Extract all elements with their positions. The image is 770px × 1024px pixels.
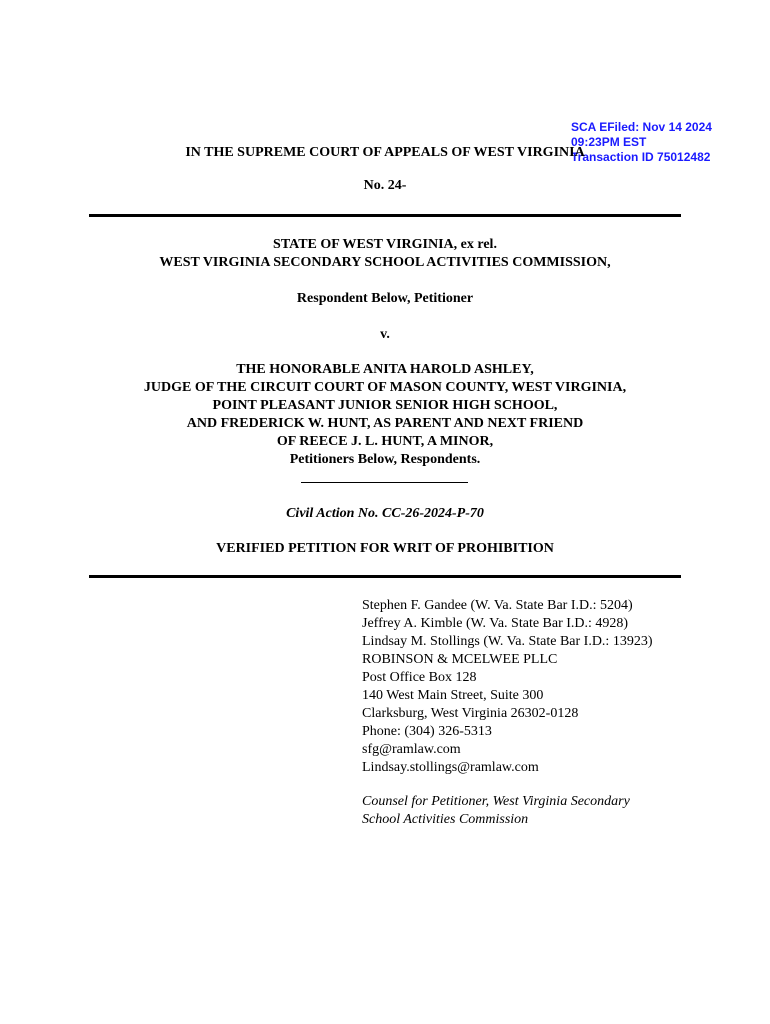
address-line: 140 West Main Street, Suite 300: [362, 688, 544, 703]
top-divider: [89, 214, 681, 217]
efiling-stamp-time: 09:23PM EST: [571, 135, 647, 149]
petitioner-line-2: WEST VIRGINIA SECONDARY SCHOOL ACTIVITIES COMMISSION,: [159, 255, 611, 270]
short-divider: [301, 482, 468, 483]
counsel-line: Stephen F. Gandee (W. Va. State Bar I.D.: 5204): [362, 598, 633, 613]
petitioner-block: [89, 236, 681, 272]
email-line: sfg@ramlaw.com: [362, 742, 461, 757]
efiling-stamp-date: SCA EFiled: Nov 14 2024: [571, 120, 712, 134]
efiling-stamp-transaction: Transaction ID 75012482: [571, 150, 711, 164]
bottom-divider: [89, 575, 681, 578]
address-line: Post Office Box 128: [362, 670, 477, 685]
counsel-role-line-2: School Activities Commission: [362, 812, 529, 827]
counsel-line: Lindsay M. Stollings (W. Va. State Bar I.D.: 13923): [362, 634, 653, 649]
counsel-role: [362, 793, 630, 829]
address-line: Clarksburg, West Virginia 26302-0128: [362, 706, 579, 721]
respondent-role: Petitioners Below, Respondents.: [289, 452, 481, 467]
counsel-line: Jeffrey A. Kimble (W. Va. State Bar I.D.: 4928): [362, 616, 629, 631]
respondent-line-1: THE HONORABLE ANITA HAROLD ASHLEY,: [236, 362, 534, 377]
email-line: Lindsay.stollings@ramlaw.com: [362, 760, 539, 775]
versus-label: v.: [380, 327, 390, 342]
respondent-line-4: AND FREDERICK W. HUNT, AS PARENT AND NEXT FRIEND: [186, 416, 584, 431]
case-number: No. 24-: [363, 178, 407, 193]
civil-action-number: Civil Action No. CC-26-2024-P-70: [286, 506, 484, 521]
respondent-line-2: JUDGE OF THE CIRCUIT COURT OF MASON COUNTY, WEST VIRGINIA,: [143, 380, 627, 395]
respondent-line-3: POINT PLEASANT JUNIOR SENIOR HIGH SCHOOL,: [212, 398, 558, 413]
petitioner-line-1: STATE OF WEST VIRGINIA, ex rel.: [273, 237, 497, 252]
document-title: VERIFIED PETITION FOR WRIT OF PROHIBITION: [216, 541, 554, 556]
counsel-block: [362, 597, 653, 777]
respondents-block: [89, 361, 681, 469]
petitioner-role: Respondent Below, Petitioner: [296, 291, 474, 306]
court-title: IN THE SUPREME COURT OF APPEALS OF WEST VIRGINIA: [185, 145, 585, 160]
phone-line: Phone: (304) 326-5313: [362, 724, 492, 739]
counsel-role-line-1: Counsel for Petitioner, West Virginia Secondary: [362, 794, 630, 809]
respondent-line-5: OF REECE J. L. HUNT, A MINOR,: [276, 434, 494, 449]
firm-name: ROBINSON & MCELWEE PLLC: [362, 652, 558, 667]
